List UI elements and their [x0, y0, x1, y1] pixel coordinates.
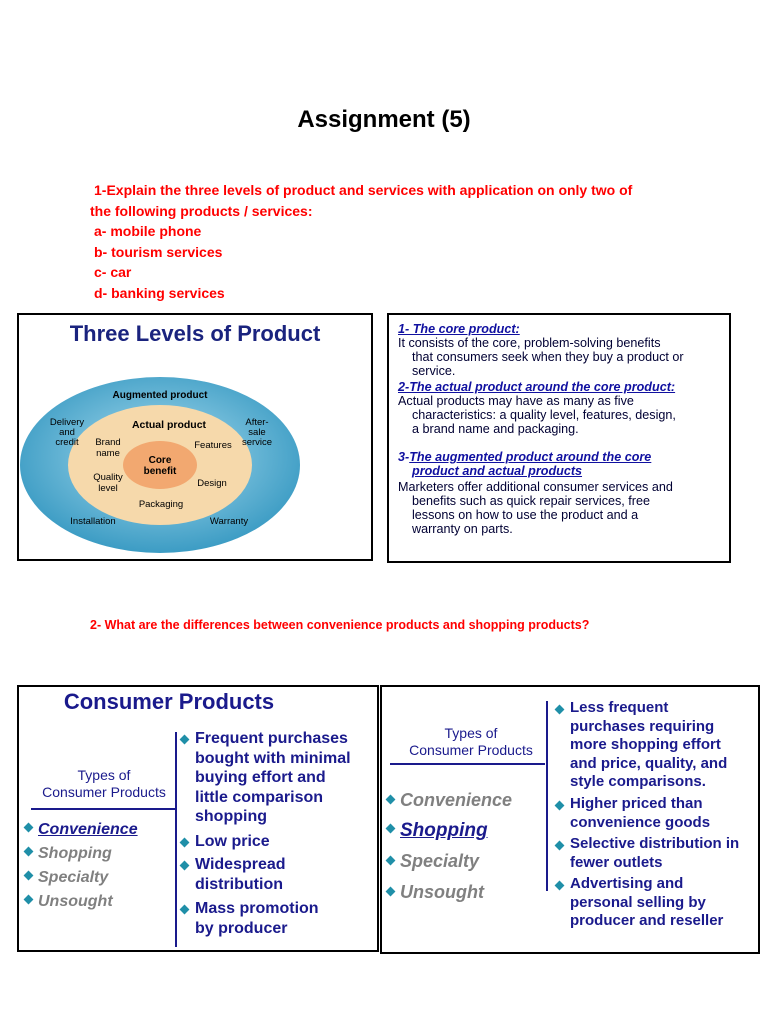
text-line: lessons on how to use the product and a [412, 508, 639, 522]
consumer-products-convenience-slide [17, 685, 379, 952]
text-line: warranty on parts. [412, 522, 513, 536]
question-1 [90, 180, 730, 303]
feature-line: and price, quality, and [570, 754, 728, 772]
types-heading [19, 767, 189, 801]
design-label: Design [197, 478, 227, 489]
question-1-option: b- tourism services [94, 243, 223, 260]
text-line: that consumers seek when they buy a product or [412, 350, 684, 364]
feature-item [195, 729, 363, 827]
features-label: Features [194, 440, 232, 451]
levels-definitions [387, 313, 731, 563]
types-heading-line: Consumer Products [42, 784, 166, 800]
type-label: Unsought [38, 893, 113, 910]
feature-item [195, 899, 363, 938]
page-title: Assignment (5) [297, 106, 471, 133]
diamond-bullet-icon [180, 838, 190, 848]
installation-label: Installation [70, 516, 116, 527]
diamond-bullet-icon [180, 861, 190, 871]
brand-name-label: Brand [95, 437, 121, 448]
diamond-bullet-icon [386, 855, 396, 865]
brand-name-label: name [96, 448, 120, 459]
text-line: a brand name and packaging. [412, 422, 579, 436]
consumer-products-shopping-slide [380, 685, 760, 954]
actual-product-heading: 2-The actual product around the core product: [398, 380, 676, 394]
text-line: service. [412, 364, 456, 378]
diamond-bullet-icon [180, 905, 190, 915]
feature-line: buying effort and [195, 769, 326, 786]
type-label: Unsought [400, 882, 484, 902]
diamond-bullet-icon [24, 823, 34, 833]
feature-line: distribution [195, 875, 283, 893]
feature-item [570, 875, 750, 931]
divider [31, 808, 176, 810]
type-label: Specialty [400, 851, 480, 871]
question-1-option: c- car [94, 264, 132, 280]
diamond-bullet-icon [180, 735, 190, 745]
question-1-option: a- mobile phone [94, 223, 202, 239]
after-sale-label: service [241, 437, 273, 448]
text-line: characteristics: a quality level, features, design, [412, 408, 676, 422]
type-label: Convenience [400, 790, 513, 810]
after-sale-label: sale [248, 427, 266, 438]
type-unsought [25, 893, 113, 911]
warranty-label: Warranty [209, 516, 249, 527]
heading-prefix: 3- [398, 450, 410, 464]
actual-label: Actual product [131, 419, 207, 431]
delivery-label: credit [55, 437, 79, 448]
types-heading-line: Types of [444, 725, 498, 741]
feature-line: purchases requiring [570, 717, 715, 735]
slide-title: Three Levels of Product [69, 321, 321, 346]
feature-line: Advertising and [570, 875, 684, 892]
core-product-heading: 1- The core product: [398, 322, 520, 336]
feature-line: Selective distribution in [570, 835, 740, 852]
text-line: Marketers offer additional consumer services and [398, 480, 673, 494]
feature-line: convenience goods [570, 813, 711, 831]
quality-level-label: Quality [93, 472, 123, 483]
question-2: 2- What are the differences between convenience products and shopping products? [90, 618, 590, 632]
delivery-label: and [59, 427, 75, 438]
diamond-bullet-icon [386, 886, 396, 896]
feature-line: Low price [195, 833, 270, 850]
feature-line: shopping [195, 808, 267, 825]
text-line: benefits such as quick repair services, free [412, 494, 650, 508]
type-shopping [387, 820, 488, 842]
diamond-bullet-icon [24, 895, 34, 905]
slide-title: Consumer Products [63, 689, 275, 714]
type-specialty [387, 851, 479, 872]
divider [390, 763, 545, 765]
quality-level-label: level [98, 483, 118, 494]
text-line: Actual products may have as many as five [398, 394, 634, 408]
core-label: Core [148, 455, 172, 466]
feature-line: fewer outlets [570, 853, 663, 871]
feature-line: Higher priced than [570, 795, 703, 812]
feature-item [195, 832, 363, 852]
diamond-bullet-icon [24, 871, 34, 881]
feature-item [570, 699, 750, 792]
feature-line: Mass promotion [195, 900, 319, 917]
heading-text: The augmented product around the core [409, 450, 652, 464]
after-sale-label: After- [245, 417, 269, 428]
question-1-option: d- banking services [94, 284, 225, 301]
feature-line: style comparisons. [570, 773, 706, 790]
core-label: benefit [143, 466, 177, 477]
augmented-product-text [398, 480, 720, 536]
diamond-bullet-icon [386, 824, 396, 834]
augmented-label: Augmented product [112, 390, 208, 401]
types-heading [382, 725, 560, 759]
diamond-bullet-icon [386, 794, 396, 804]
feature-line: bought with minimal [195, 749, 351, 767]
feature-line: little comparison [195, 788, 324, 806]
question-1-line: 1-Explain the three levels of product and services with application on only two of [94, 182, 633, 198]
types-heading-line: Consumer Products [409, 742, 533, 758]
types-heading-line: Types of [77, 767, 131, 783]
augmented-product-heading [398, 450, 720, 478]
type-label: Shopping [400, 820, 488, 841]
packaging-label: Packaging [138, 499, 184, 510]
feature-line: producer and reseller [570, 912, 724, 929]
diamond-bullet-icon [555, 705, 565, 715]
type-label: Convenience [38, 821, 138, 838]
three-levels-slide [17, 313, 373, 561]
type-label: Specialty [38, 869, 109, 886]
type-specialty [25, 869, 108, 887]
feature-line: personal selling by [570, 893, 706, 911]
type-label: Shopping [38, 845, 112, 862]
core-product-text [398, 336, 720, 378]
divider [175, 732, 177, 947]
divider [546, 701, 548, 891]
feature-item [570, 795, 750, 832]
type-unsought [387, 882, 484, 903]
question-1-line: the following products / services: [90, 202, 313, 219]
feature-line: by producer [195, 919, 288, 937]
diamond-bullet-icon [555, 841, 565, 851]
diamond-bullet-icon [555, 801, 565, 811]
feature-item [195, 855, 363, 894]
type-convenience [25, 821, 138, 839]
heading-text: product and actual products [412, 464, 583, 478]
feature-line: Widespread [195, 856, 286, 873]
feature-line: Frequent purchases [195, 730, 348, 747]
feature-line: more shopping effort [570, 736, 721, 753]
feature-item [570, 835, 750, 872]
actual-product-text [398, 394, 720, 436]
type-convenience [387, 790, 512, 811]
diamond-bullet-icon [555, 881, 565, 891]
feature-line: Less frequent [570, 699, 669, 716]
type-shopping [25, 845, 112, 863]
delivery-label: Delivery [49, 417, 85, 428]
three-levels-diagram [19, 315, 371, 559]
diamond-bullet-icon [24, 847, 34, 857]
text-line: It consists of the core, problem-solving benefits [398, 336, 661, 350]
